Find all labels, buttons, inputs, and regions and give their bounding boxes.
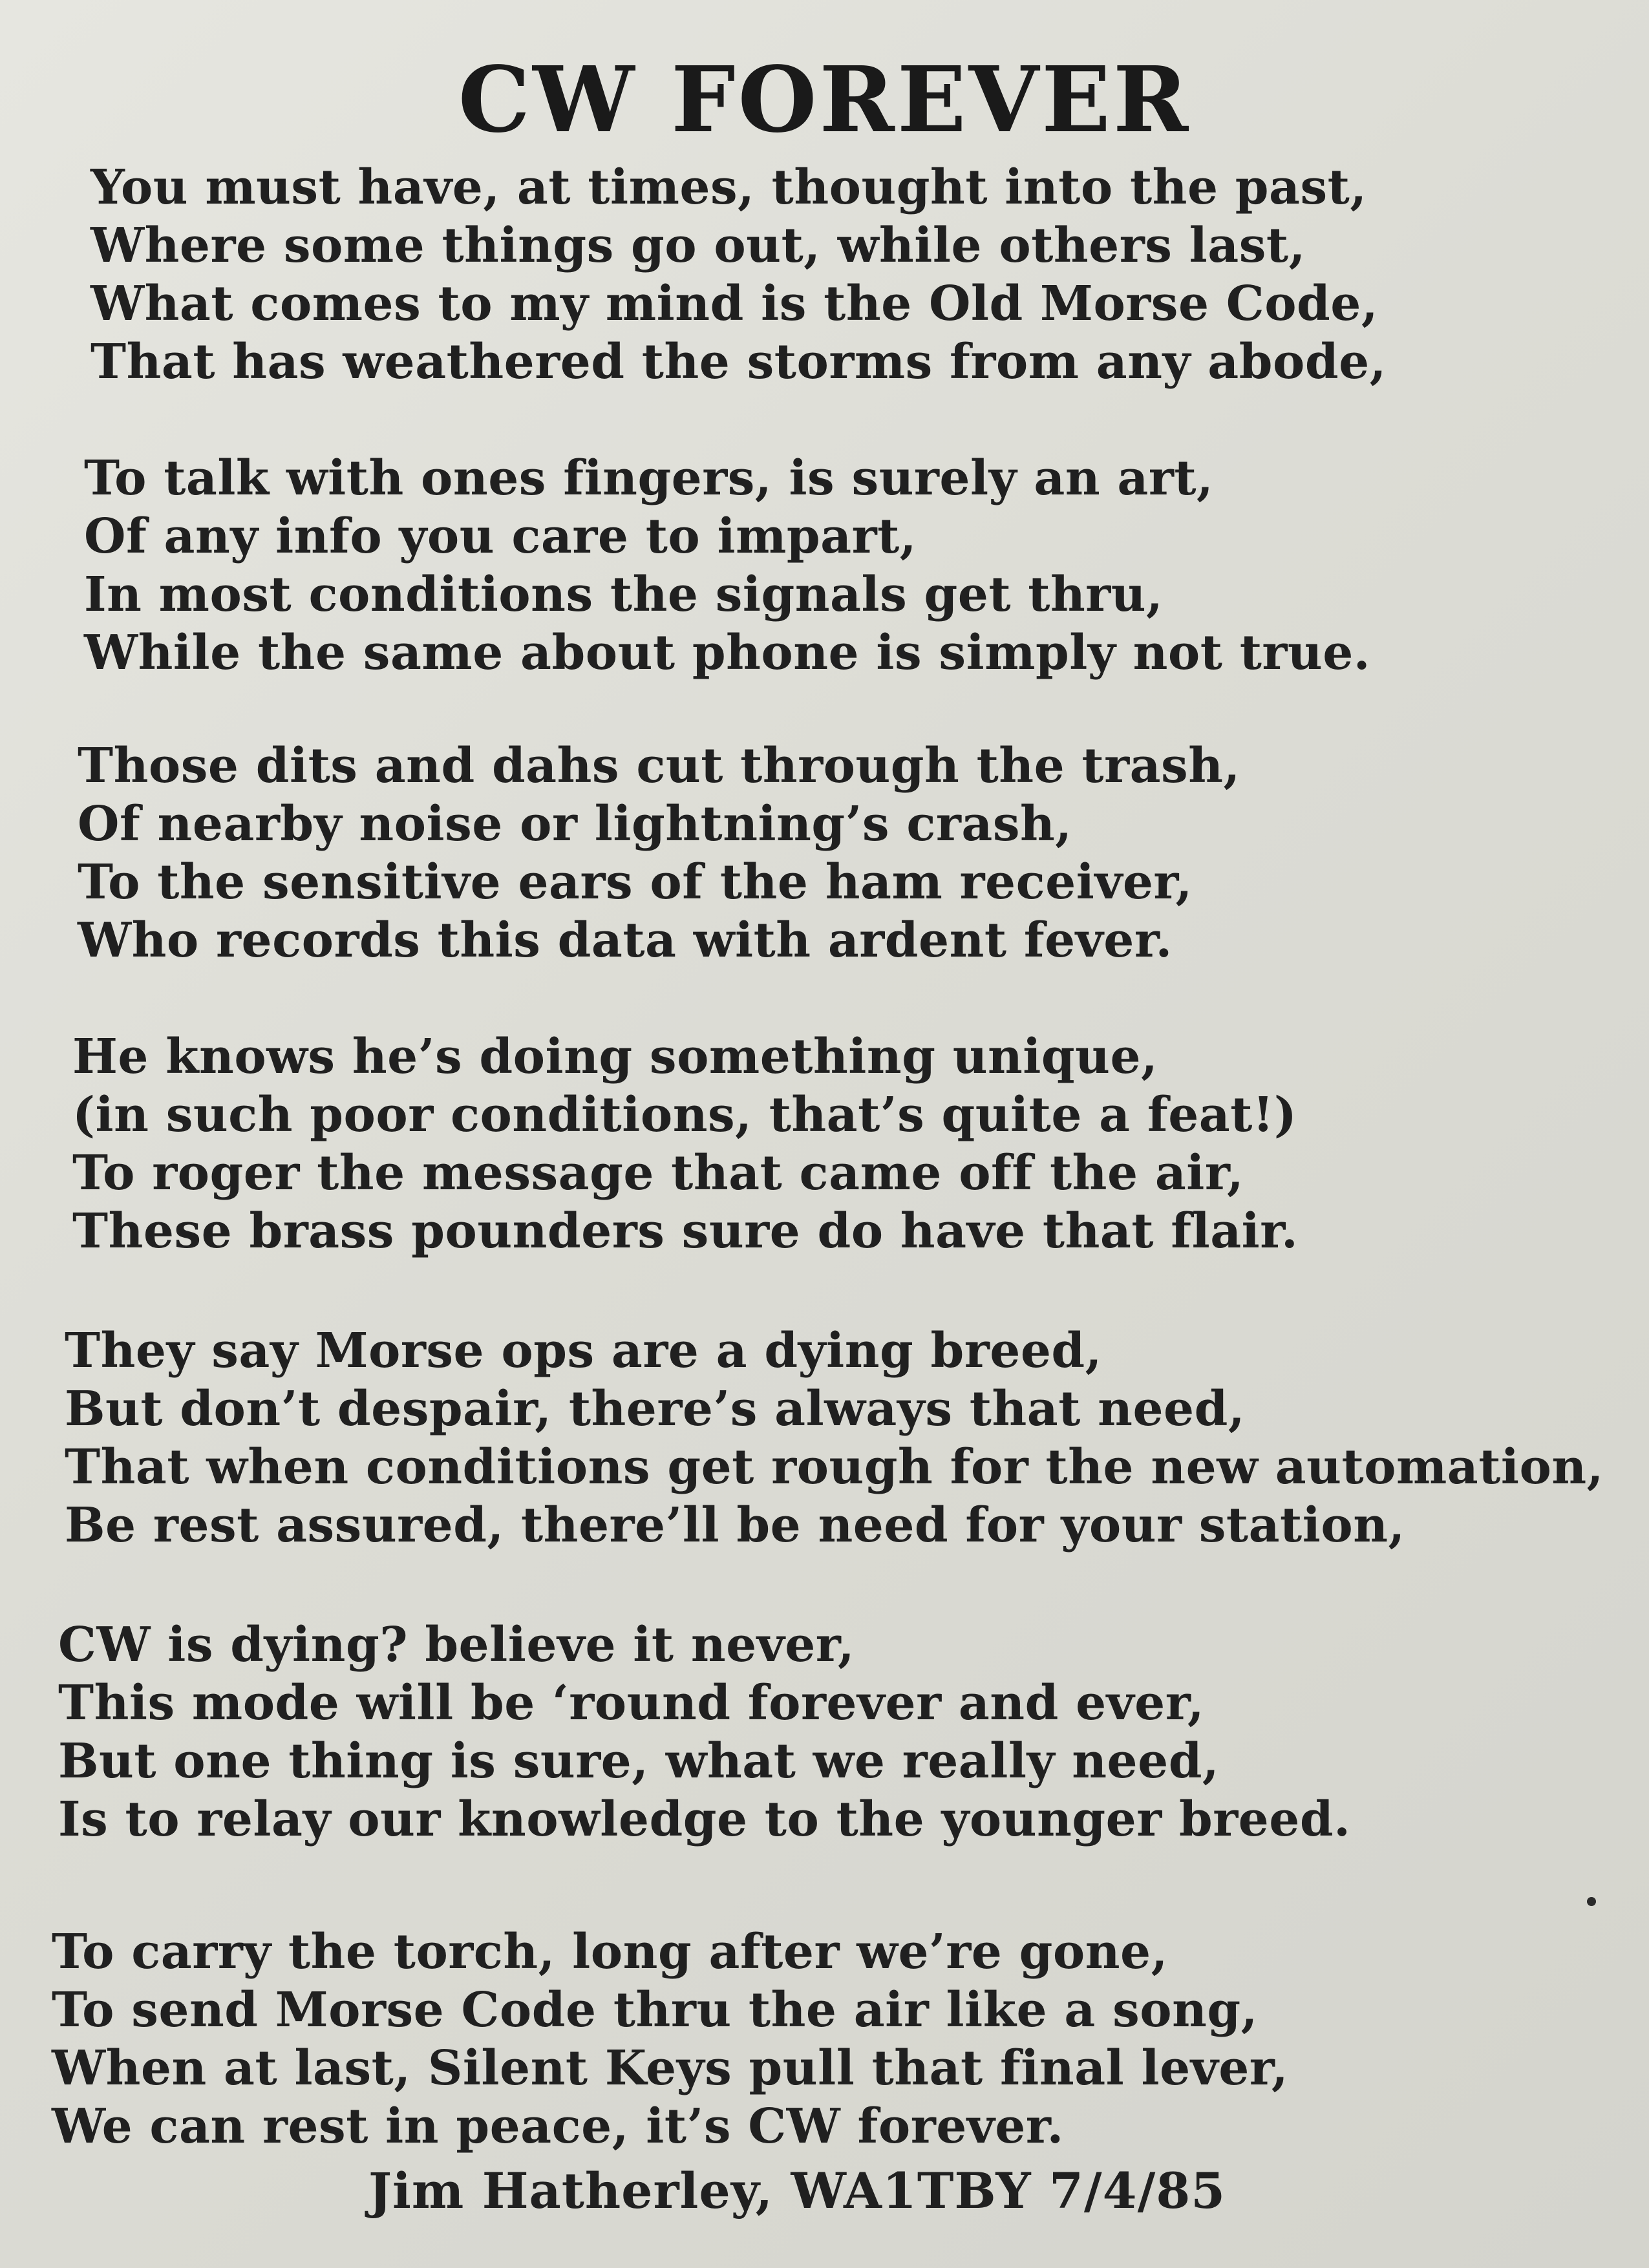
poem-line: Of any info you care to impart,: [84, 509, 917, 564]
poem-line: They say Morse ops are a dying breed,: [65, 1323, 1102, 1379]
poem-line: Those dits and dahs cut through the trash,: [78, 738, 1240, 794]
poem-line: In most conditions the signals get thru,: [84, 567, 1164, 622]
stanza-5: [65, 1322, 1604, 1554]
poem-line: To carry the torch, long after we’re gone,: [52, 1924, 1168, 1980]
poem-line: But one thing is sure, what we really need,: [58, 1733, 1220, 1789]
poem-line: We can rest in peace, it’s CW forever.: [52, 2099, 1064, 2154]
poem-line: When at last, Silent Keys pull that final lever,: [52, 2040, 1289, 2096]
poem-line: Who records this data with ardent fever.: [78, 913, 1173, 968]
poem-line: To the sensitive ears of the ham receiver,: [78, 854, 1193, 910]
poem-line: But don’t despair, there’s always that need,: [65, 1381, 1246, 1437]
stanza-3: [78, 737, 1240, 970]
poem-line: To roger the message that came off the air,: [72, 1145, 1244, 1201]
stanza-2: [84, 449, 1370, 682]
poem-line: This mode will be ‘round forever and ever,: [58, 1675, 1205, 1731]
poem-line: That when conditions get rough for the new automation,: [65, 1439, 1604, 1495]
poem-line: What comes to my mind is the Old Morse Code,: [90, 276, 1379, 332]
poem-line: You must have, at times, thought into the past,: [90, 160, 1367, 215]
poem-line: That has weathered the storms from any abode,: [90, 334, 1387, 390]
poem-line: Where some things go out, while others last,: [90, 218, 1306, 273]
poem-line: (in such poor conditions, that’s quite a feat!): [72, 1087, 1297, 1143]
stanza-6: [58, 1616, 1350, 1849]
poem-line: CW is dying? believe it never,: [58, 1617, 855, 1673]
poem-line: To talk with ones fingers, is surely an art,: [84, 450, 1214, 506]
stanza-1: [90, 158, 1387, 391]
poem-line: Be rest assured, there’ll be need for your station,: [65, 1498, 1405, 1553]
poem-line: Is to relay our knowledge to the younger breed.: [58, 1792, 1351, 1847]
stanza-4: [72, 1028, 1298, 1260]
poem-line: While the same about phone is simply not true.: [84, 625, 1371, 681]
poem-line: To send Morse Code thru the air like a song,: [52, 1982, 1258, 2038]
poem-title: CW FOREVER: [458, 47, 1191, 153]
poem-line: He knows he’s doing something unique,: [72, 1029, 1158, 1085]
poem-line: These brass pounders sure do have that flair.: [72, 1203, 1299, 1259]
ink-speck: [1587, 1897, 1596, 1906]
author-signature: Jim Hatherley, WA1TBY 7/4/85: [368, 2162, 1226, 2220]
stanza-7: [52, 1923, 1288, 2156]
poem-line: Of nearby noise or lightning’s crash,: [78, 796, 1072, 852]
